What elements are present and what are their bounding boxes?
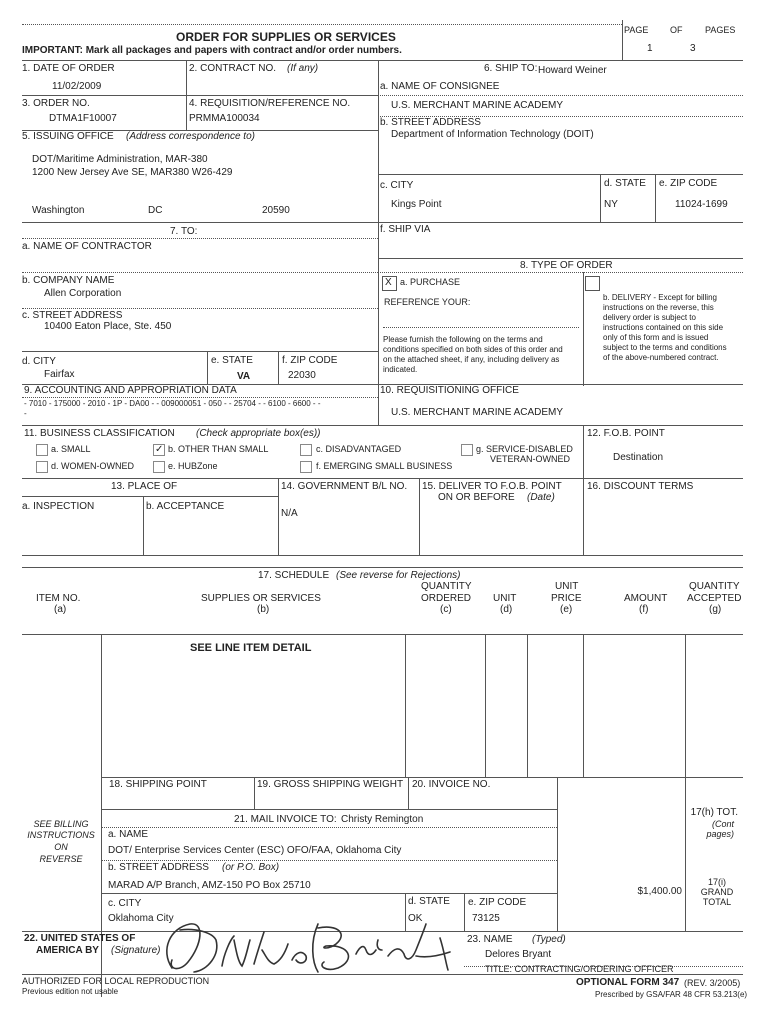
typed-name-label: 23. NAME — [467, 934, 513, 945]
requisitioning-office-label: 10. REQUISITIONING OFFICE — [380, 385, 519, 396]
deliver-fob-label-1: 15. DELIVER TO F.O.B. POINT — [422, 481, 562, 492]
hubzone-label: e. HUBZone — [168, 461, 218, 471]
col-unit-price-1: UNIT — [555, 581, 579, 592]
invoice-street-note: (or P.O. Box) — [222, 862, 280, 873]
col-supplies: SUPPLIES OR SERVICES — [201, 593, 321, 604]
ship-city-label: c. CITY — [380, 180, 414, 191]
type-of-order-label: 8. TYPE OF ORDER — [520, 260, 613, 271]
service-disabled-checkbox[interactable] — [461, 444, 473, 456]
business-classification-label: 11. BUSINESS CLASSIFICATION — [24, 428, 175, 439]
prescribed-by: Prescribed by GSA/FAR 48 CFR 53.213(e) — [595, 990, 748, 999]
invoice-city-value: Oklahoma City — [108, 913, 174, 924]
order-no-value: DTMA1F10007 — [49, 113, 117, 124]
billing-line-2: INSTRUCTIONS — [27, 830, 95, 840]
gross-weight-label: 19. GROSS SHIPPING WEIGHT — [257, 779, 404, 790]
furnish-line-1: Please furnish the following on the terms and — [383, 335, 543, 344]
invoice-name-label: a. NAME — [108, 829, 149, 840]
contract-no-note: (If any) — [287, 63, 319, 74]
col-quantity-sub: (c) — [440, 604, 452, 615]
requisition-no-label: 4. REQUISITION/REFERENCE NO. — [189, 98, 351, 109]
contractor-street-value: 10400 Eaton Place, Ste. 450 — [44, 321, 172, 332]
issuing-office-note: (Address correspondence to) — [126, 131, 255, 142]
schedule-note: (See reverse for Rejections) — [336, 570, 461, 581]
deliver-fob-label-2: ON OR BEFORE — [438, 492, 515, 503]
consignee-label: a. NAME OF CONSIGNEE — [380, 81, 500, 92]
date-of-order-label: 1. DATE OF ORDER — [22, 63, 115, 74]
col-amount: AMOUNT — [624, 593, 668, 604]
contractor-zip-label: f. ZIP CODE — [282, 355, 338, 366]
issuing-office-city: Washington — [32, 205, 85, 216]
delivery-line-4: instructions contained on this side — [603, 323, 724, 332]
col-item-no: ITEM NO. — [36, 593, 81, 604]
purchase-checkbox[interactable] — [382, 276, 397, 291]
ship-street-label: b. STREET ADDRESS — [380, 117, 481, 128]
service-disabled-label-2: VETERAN-OWNED — [490, 454, 571, 464]
small-label: a. SMALL — [51, 444, 91, 454]
fob-point-value: Destination — [613, 452, 664, 463]
contractor-city-value: Fairfax — [44, 369, 75, 380]
disadvantaged-label: c. DISADVANTAGED — [316, 444, 402, 454]
ship-state-label: d. STATE — [604, 178, 646, 189]
grand-total-amount: $1,400.00 — [637, 886, 682, 897]
invoice-state-label: d. STATE — [408, 896, 450, 907]
requisitioning-office-value: U.S. MERCHANT MARINE ACADEMY — [391, 407, 564, 418]
government-bl-value: N/A — [281, 508, 298, 519]
grand-total-label-3: TOTAL — [702, 897, 732, 907]
form-title: ORDER FOR SUPPLIES OR SERVICES — [176, 30, 396, 44]
other-than-small-label: b. OTHER THAN SMALL — [168, 444, 269, 454]
emerging-small-business-checkbox[interactable] — [300, 461, 312, 473]
typed-name-note: (Typed) — [532, 934, 566, 945]
other-than-small-checkbox[interactable] — [153, 444, 165, 456]
mail-invoice-to: Christy Remington — [341, 814, 424, 825]
col-quantity-accepted-sub: (g) — [709, 604, 722, 615]
issuing-office-line1: DOT/Maritime Administration, MAR-380 — [32, 154, 208, 165]
inspection-label: a. INSPECTION — [22, 501, 95, 512]
col-quantity-accepted-1: QUANTITY — [689, 581, 740, 592]
delivery-line-6: subject to the terms and conditions — [603, 343, 727, 352]
mail-invoice-label: 21. MAIL INVOICE TO: — [234, 814, 337, 825]
contractor-state-label: e. STATE — [211, 355, 253, 366]
invoice-street-value: MARAD A/P Branch, AMZ-150 PO Box 25710 — [108, 880, 311, 891]
officer-title: TITLE: CONTRACTING/ORDERING OFFICER — [485, 964, 674, 974]
col-amount-sub: (f) — [639, 604, 649, 615]
schedule-label: 17. SCHEDULE — [258, 570, 330, 581]
line-item-detail: SEE LINE ITEM DETAIL — [190, 642, 312, 654]
important-note: IMPORTANT: Mark all packages and papers with contract and/or order numbers. — [22, 45, 402, 56]
contract-no-label: 2. CONTRACT NO. — [189, 63, 277, 74]
col-supplies-sub: (b) — [257, 604, 270, 615]
requisition-no-value: PRMMA100034 — [189, 113, 260, 124]
united-states-label-2: AMERICA BY — [36, 945, 99, 956]
place-of-label: 13. PLACE OF — [111, 481, 178, 492]
purchase-check-mark: X — [385, 277, 392, 288]
signature-image — [150, 910, 470, 982]
ship-to-label: 6. SHIP TO: — [484, 63, 538, 74]
grand-total-label-1: 17(i) — [707, 877, 726, 887]
contractor-zip-value: 22030 — [288, 370, 316, 381]
delivery-line-7: of the above-numbered contract. — [603, 353, 719, 362]
col-unit-price-2: PRICE — [551, 593, 582, 604]
furnish-line-2: conditions specified on both sides of this order and — [383, 345, 563, 354]
page-label: PAGE — [624, 25, 649, 35]
business-classification-note: (Check appropriate box(es)) — [196, 428, 321, 439]
col-item-no-sub: (a) — [54, 604, 67, 615]
deliver-fob-note: (Date) — [527, 492, 555, 503]
purchase-label: a. PURCHASE — [400, 277, 461, 287]
ship-to-name: Howard Weiner — [538, 65, 607, 76]
issuing-office-line2: 1200 New Jersey Ave SE, MAR380 W26-429 — [32, 167, 233, 178]
col-unit-price-sub: (e) — [560, 604, 573, 615]
delivery-checkbox[interactable] — [585, 276, 600, 291]
fob-point-label: 12. F.O.B. POINT — [587, 428, 665, 439]
previous-edition-note: Previous edition not usable — [22, 987, 119, 996]
accounting-value: - 7010 - 175000 - 2010 - 1P - DA00 - - 009000051 - 050 - - 25704 - - 6100 - 6600 - - — [24, 399, 321, 408]
signature-note: (Signature) — [111, 945, 161, 956]
contractor-city-label: d. CITY — [22, 356, 56, 367]
invoice-street-label: b. STREET ADDRESS — [108, 862, 209, 873]
furnish-line-4: indicated. — [383, 365, 418, 374]
authorized-reproduction: AUTHORIZED FOR LOCAL REPRODUCTION — [22, 976, 210, 986]
optional-form-number: OPTIONAL FORM 347 — [576, 977, 680, 988]
order-no-label: 3. ORDER NO. — [22, 98, 90, 109]
contractor-name-label: a. NAME OF CONTRACTOR — [22, 241, 152, 252]
issuing-office-zip: 20590 — [262, 205, 290, 216]
company-name-label: b. COMPANY NAME — [22, 275, 115, 286]
disadvantaged-checkbox[interactable] — [300, 444, 312, 456]
contractor-state-value: VA — [237, 371, 251, 382]
invoice-state-value: OK — [408, 913, 423, 924]
page-value: 1 — [647, 43, 653, 54]
billing-line-3: ON — [54, 842, 68, 852]
acceptance-label: b. ACCEPTANCE — [146, 501, 225, 512]
pages-value: 3 — [690, 43, 696, 54]
invoice-city-label: c. CITY — [108, 898, 142, 909]
invoice-zip-value: 73125 — [472, 913, 500, 924]
accounting-label: 9. ACCOUNTING AND APPROPRIATION DATA — [24, 385, 237, 396]
company-name-value: Allen Corporation — [44, 288, 122, 299]
service-disabled-label-1: g. SERVICE-DISABLED — [476, 444, 573, 454]
grand-total-label-2: GRAND — [700, 887, 734, 897]
issuing-office-state: DC — [148, 205, 163, 216]
hubzone-checkbox[interactable] — [153, 461, 165, 473]
pages-label: PAGES — [705, 25, 736, 35]
billing-line-1: SEE BILLING — [33, 819, 89, 829]
contractor-street-label: c. STREET ADDRESS — [22, 310, 123, 321]
of-label: OF — [670, 25, 683, 35]
total-cont-1: (Cont — [711, 819, 734, 829]
col-unit: UNIT — [493, 593, 517, 604]
col-quantity-2: ORDERED — [421, 593, 472, 604]
invoice-no-label: 20. INVOICE NO. — [412, 779, 491, 790]
furnish-line-3: on the attached sheet, if any, including delivery as — [383, 355, 560, 364]
col-unit-sub: (d) — [500, 604, 513, 615]
delivery-line-5: only of this form and is issued — [603, 333, 709, 342]
women-owned-label: d. WOMEN-OWNED — [51, 461, 134, 471]
other-than-small-check-mark: ✓ — [155, 444, 164, 455]
emerging-small-business-label: f. EMERGING SMALL BUSINESS — [316, 461, 453, 471]
date-of-order-value: 11/02/2009 — [52, 81, 102, 92]
col-quantity-accepted-2: ACCEPTED — [687, 593, 742, 604]
government-bl-label: 14. GOVERNMENT B/L NO. — [281, 481, 408, 492]
form-revision: (REV. 3/2005) — [684, 978, 741, 988]
small-checkbox[interactable] — [36, 444, 48, 456]
delivery-line-2: instructions on the reverse, this — [603, 303, 714, 312]
typed-name-value: Delores Bryant — [485, 949, 552, 960]
to-label: 7. TO: — [170, 226, 198, 237]
accounting-value-2: - — [24, 409, 27, 418]
delivery-line-1: b. DELIVERY - Except for billing — [603, 293, 717, 302]
total-cont-2: pages) — [706, 829, 734, 839]
ship-state-value: NY — [604, 199, 618, 210]
col-quantity-1: QUANTITY — [421, 581, 472, 592]
consignee-value: U.S. MERCHANT MARINE ACADEMY — [391, 100, 564, 111]
delivery-line-3: delivery order is subject to — [603, 313, 696, 322]
discount-terms-label: 16. DISCOUNT TERMS — [587, 481, 694, 492]
united-states-label-1: 22. UNITED STATES OF — [24, 933, 136, 944]
ship-city-value: Kings Point — [391, 199, 442, 210]
issuing-office-label: 5. ISSUING OFFICE — [22, 131, 114, 142]
ship-street-value: Department of Information Technology (DOIT) — [391, 129, 594, 140]
invoice-zip-label: e. ZIP CODE — [468, 897, 527, 908]
ship-via-label: f. SHIP VIA — [380, 224, 431, 235]
billing-line-4: REVERSE — [39, 854, 83, 864]
shipping-point-label: 18. SHIPPING POINT — [109, 779, 207, 790]
invoice-name-value: DOT/ Enterprise Services Center (ESC) OFO/FAA, Oklahoma City — [108, 845, 402, 856]
total-label: 17(h) TOT. — [690, 807, 738, 818]
ship-zip-label: e. ZIP CODE — [659, 178, 718, 189]
reference-your-label: REFERENCE YOUR: — [384, 297, 471, 307]
ship-zip-value: 11024-1699 — [675, 199, 728, 210]
women-owned-checkbox[interactable] — [36, 461, 48, 473]
